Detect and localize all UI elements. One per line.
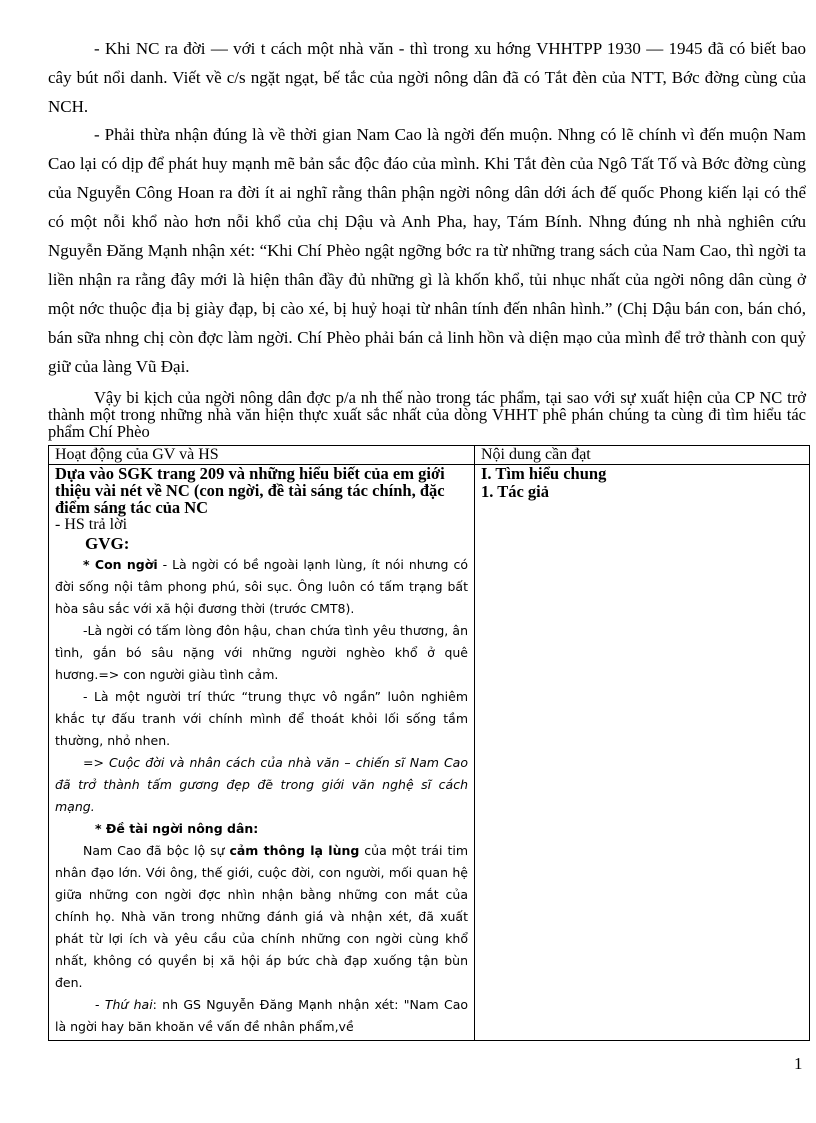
con-nguoi-label: * Con ngời	[83, 557, 158, 572]
conclusion-text: => Cuộc đời và nhân cách của nhà văn – chiến sĩ Nam Cao đã trở thành tấm gương đẹp đẽ trong giới văn nghệ sĩ cách mạng.	[55, 755, 468, 814]
section-heading: I. Tìm hiểu chung	[481, 464, 607, 483]
de-tai-label: * Đề tài ngời nông dân:	[95, 821, 259, 836]
paragraph-intro-2: - Phải thừa nhận đúng là về thời gian Nam Cao là ngời đến muộn. Nhng có lẽ chính vì đến muộn Nam Cao lại có dịp để phát huy mạnh mẽ bản sắc độc đáo của mình. Khi Tắt đèn của Ngô Tất Tố và Bớc đờng cùng của Nguyễn Công Hoan ra đời ít ai nghĩ rằng thân phận ngời nông dân dới ách đế quốc Phong kiến lại có thể có một nỗi khổ nào hơn nỗi khổ của chị Dậu và Anh Pha, hay, Tám Bính. Nhng đúng nh nhà nghiên cứu Nguyễn Đăng Mạnh nhận xét: “Khi Chí Phèo ngật ngỡng bớc ra từ những trang sách của Nam Cao, thì ngời ta liền nhận ra rằng đây mới là hiện thân đầy đủ những gì là khốn khổ, tủi nhục nhất của ngời nông dân cùng ở một nớc thuộc địa bị giày đạp, bị cào xé, bị huỷ hoại từ nhân tính đến nhân hình.” (Chị Dậu bán con, bán chó, bán sữa nhng chị còn đợc làm ngời. Chí Phèo phải bán cả linh hồn và diện mạo của mình để trở thành con quỷ giữ của làng Vũ Đại.	[48, 125, 806, 376]
con-nguoi-paragraph	[55, 554, 468, 620]
de-tai-paragraph	[55, 840, 468, 994]
thu-hai-paragraph: - Thứ hai: nh GS Nguyễn Đăng Mạnh nhận xét: "Nam Cao là ngời hay băn khoăn về vấn đề nhân phẩm,về	[55, 997, 469, 1034]
bullet-intellectual: - Là một người trí thức “trung thực vô ngần” luôn nghiêm khắc tự đấu tranh với chính mình để thoát khỏi lối sống tầm thường, nhỏ nhen.	[55, 689, 468, 748]
thu-hai-label: Thứ hai	[104, 997, 153, 1012]
intro-question: Dựa vào SGK trang 209 và những hiểu biết của em giới thiệu vài nét về NC (con ngời, đề tài sáng tác chính, đặc điểm sáng tác của NC	[55, 464, 445, 517]
subsection-heading: 1. Tác giả	[481, 482, 549, 501]
table-row	[49, 465, 810, 1041]
de-tai-pre: Nam Cao đã bộc lộ sự	[83, 843, 230, 858]
lesson-table	[48, 445, 810, 1041]
bullet-kind-heart: -Là ngời có tấm lòng đôn hậu, chan chứa tình yêu thương, ân tình, gắn bó sâu nặng với những người nghèo khổ ở quê hương.=> con người giàu tình cảm.	[55, 623, 468, 682]
left-cell	[49, 465, 475, 1041]
gvg-label: GVG:	[85, 534, 130, 553]
page-number: 1	[794, 1054, 803, 1073]
de-tai-bold: cảm thông lạ lùng	[229, 843, 360, 858]
de-tai-post: của một trái tim nhân đạo lớn. Với ông, thế giới, cuộc đời, con người, mối quan hệ giữa những con ngời đợc nhìn nhận bằng những con mắt của chính họ. Nhà văn trong những đánh giá và nhận xét, đã xuất phát từ lợi ích và yêu cầu của chính những con ngời cùng khổ nhất, không có quyền bị xã hội áp bức chà đạp xuống tận bùn đen.	[55, 843, 468, 990]
thu-hai-text: : nh GS Nguyễn Đăng Mạnh nhận xét: "Nam Cao là ngời hay băn khoăn về vấn đề nhân phẩm,về	[55, 997, 469, 1034]
paragraph-intro-1: - Khi NC ra đời — với t cách một nhà văn - thì trong xu hớng VHHTPP 1930 — 1945 đã có biết bao cây bút nổi danh. Viết về c/s ngặt ngạt, bế tắc của ngời nông dân đã có Tắt đèn của NTT, Bớc đờng cùng của NCH.	[48, 39, 806, 116]
con-nguoi-text: - Là ngời có bề ngoài lạnh lùng, ít nói nhưng có đời sống nội tâm phong phú, sôi sục. Ông luôn có tấm trạng bất hòa sâu sắc với xã hội đương thời (trước CMT8).	[55, 557, 468, 616]
hs-answer: - HS trả lời	[55, 516, 128, 533]
paragraph-intro-3: Vậy bi kịch của ngời nông dân đợc p/a nh thế nào trong tác phẩm, tại sao với sự xuất hiện của CP NC trở thành một trong những nhà văn hiện thực xuất sắc nhất của dòng VHHT phê phán chúng ta cùng đi tìm hiểu tác phẩm Chí Phèo	[48, 388, 806, 441]
header-right: Nội dung cần đạt	[475, 446, 810, 465]
header-left: Hoạt động của GV và HS	[49, 446, 475, 465]
table-header-row	[49, 446, 810, 465]
right-cell	[475, 465, 810, 1041]
